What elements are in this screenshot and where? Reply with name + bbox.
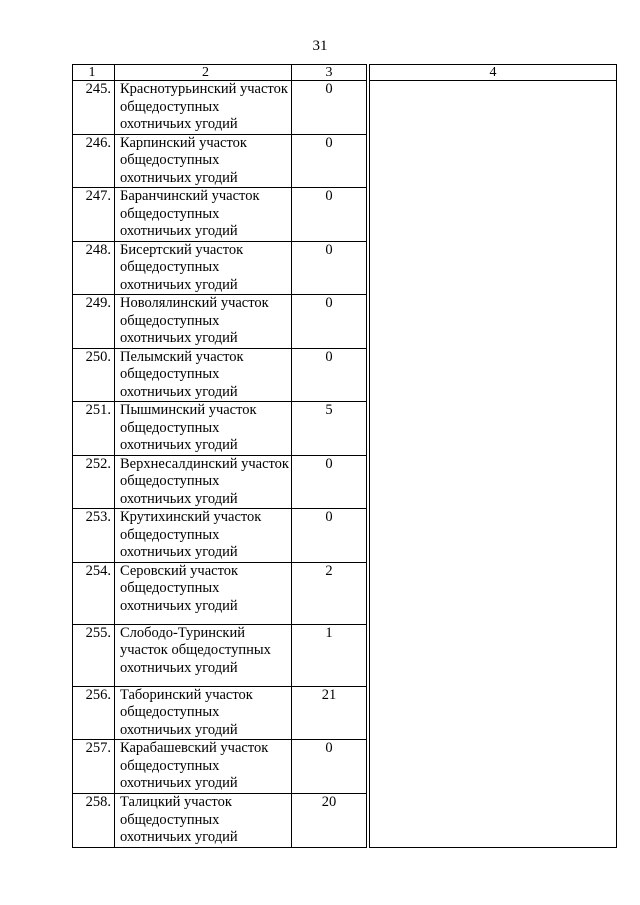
hunting-area-name: Бисертский участок общедоступных охотничьих угодий xyxy=(115,241,292,295)
hunting-area-name: Таборинский участок общедоступных охотничьих угодий xyxy=(115,686,292,740)
row-number: 247. xyxy=(73,188,115,242)
area-value: 21 xyxy=(292,686,367,740)
column-gap xyxy=(367,562,370,624)
hunting-area-name: Слободо-Туринский участок общедоступных охотничьих угодий xyxy=(115,624,292,686)
row-number: 248. xyxy=(73,241,115,295)
hunting-area-name: Талицкий участок общедоступных охотничьих угодий xyxy=(115,794,292,848)
column-gap xyxy=(367,295,370,349)
area-value: 0 xyxy=(292,740,367,794)
area-value: 0 xyxy=(292,295,367,349)
area-value: 0 xyxy=(292,188,367,242)
header-col-4: 4 xyxy=(370,65,617,81)
row-number: 245. xyxy=(73,81,115,135)
hunting-grounds-table xyxy=(72,64,617,848)
table-header-row xyxy=(73,65,617,81)
area-value: 0 xyxy=(292,348,367,402)
column-gap xyxy=(367,402,370,456)
row-number: 246. xyxy=(73,134,115,188)
area-value: 5 xyxy=(292,402,367,456)
column-gap xyxy=(367,794,370,848)
area-value: 1 xyxy=(292,624,367,686)
area-value: 0 xyxy=(292,134,367,188)
hunting-area-name: Карпинский участок общедоступных охотничьих угодий xyxy=(115,134,292,188)
column-gap xyxy=(367,509,370,563)
column-gap xyxy=(367,134,370,188)
row-number: 256. xyxy=(73,686,115,740)
hunting-area-name: Новолялинский участок общедоступных охотничьих угодий xyxy=(115,295,292,349)
table-row xyxy=(73,81,617,135)
column-gap xyxy=(367,686,370,740)
area-value: 0 xyxy=(292,81,367,135)
row-number: 249. xyxy=(73,295,115,349)
column-gap xyxy=(367,624,370,686)
hunting-area-name: Серовский участок общедоступных охотничьих угодий xyxy=(115,562,292,624)
row-number: 258. xyxy=(73,794,115,848)
hunting-area-name: Крутихинский участок общедоступных охотничьих угодий xyxy=(115,509,292,563)
page-number: 31 xyxy=(312,38,328,54)
header-col-3: 3 xyxy=(292,65,367,81)
column-gap xyxy=(367,188,370,242)
row-number: 255. xyxy=(73,624,115,686)
row-number: 251. xyxy=(73,402,115,456)
area-value: 0 xyxy=(292,241,367,295)
row-number: 257. xyxy=(73,740,115,794)
column-gap xyxy=(367,740,370,794)
hunting-area-name: Верхнесалдинский участок общедоступных охотничьих угодий xyxy=(115,455,292,509)
hunting-area-name: Карабашевский участок общедоступных охотничьих угодий xyxy=(115,740,292,794)
row-number: 254. xyxy=(73,562,115,624)
column-gap xyxy=(367,455,370,509)
area-value: 2 xyxy=(292,562,367,624)
row-number: 252. xyxy=(73,455,115,509)
column-gap xyxy=(367,348,370,402)
hunting-area-name: Баранчинский участок общедоступных охотничьих угодий xyxy=(115,188,292,242)
area-value: 20 xyxy=(292,794,367,848)
hunting-area-name: Пышминский участок общедоступных охотничьих угодий xyxy=(115,402,292,456)
area-value: 0 xyxy=(292,509,367,563)
hunting-area-name: Пелымский участок общедоступных охотничьих угодий xyxy=(115,348,292,402)
row-number: 253. xyxy=(73,509,115,563)
column-4-cell xyxy=(370,81,617,848)
column-gap xyxy=(367,241,370,295)
header-col-2: 2 xyxy=(115,65,292,81)
area-value: 0 xyxy=(292,455,367,509)
hunting-area-name: Краснотурьинский участок общедоступных охотничьих угодий xyxy=(115,81,292,135)
row-number: 250. xyxy=(73,348,115,402)
header-col-1: 1 xyxy=(73,65,115,81)
